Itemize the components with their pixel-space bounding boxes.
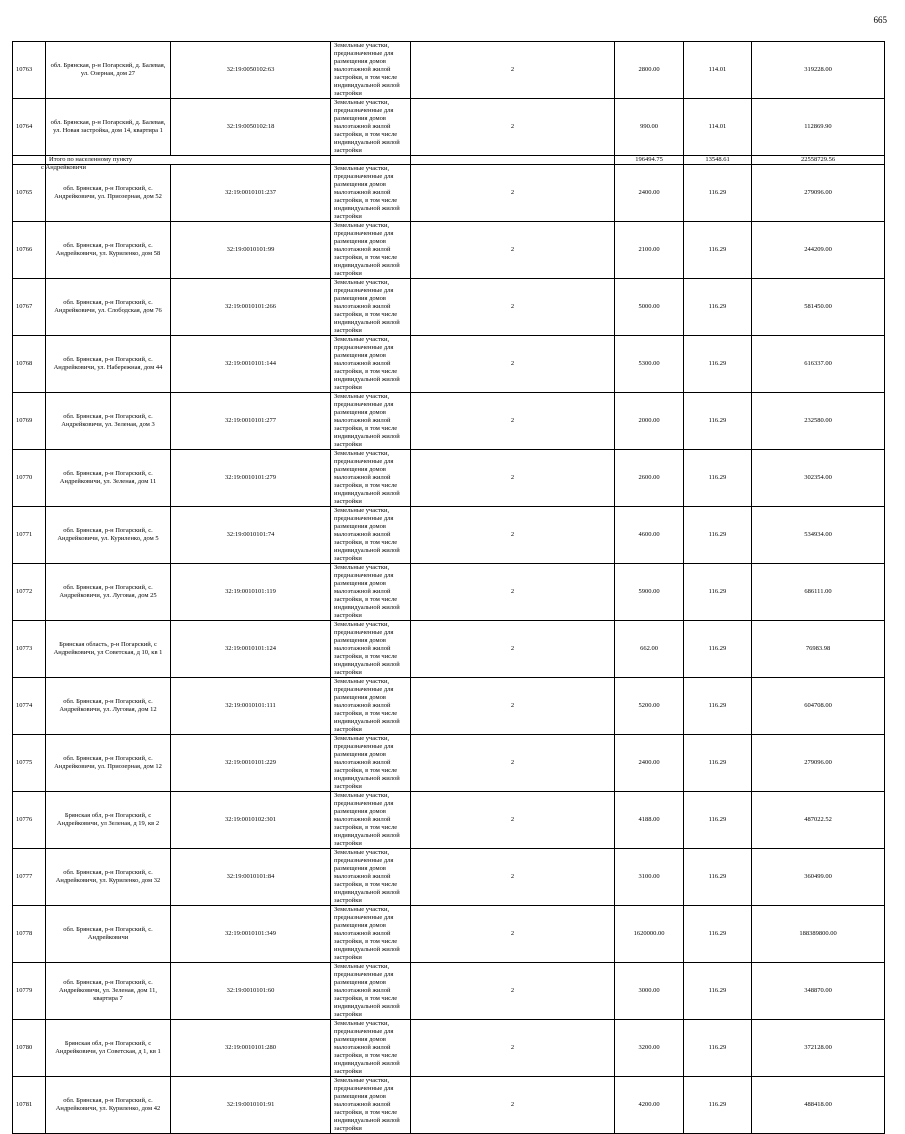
land-use-cell: Земельные участки, предназначенные для размещения домов малоэтажной жилой застройки, в том числе индивидуальной жилой застройки bbox=[331, 1020, 411, 1077]
land-use-cell: Земельные участки, предназначенные для размещения домов малоэтажной жилой застройки, в том числе индивидуальной жилой застройки bbox=[331, 99, 411, 156]
row-number: 10778 bbox=[13, 906, 46, 963]
area-cell: 2800.00 bbox=[615, 42, 684, 99]
cadastral-number-cell: 32:19:0010101:60 bbox=[171, 963, 331, 1020]
group-cell: 2 bbox=[411, 507, 615, 564]
row-number: 10768 bbox=[13, 336, 46, 393]
row-number bbox=[13, 164, 86, 222]
table-row bbox=[13, 507, 885, 564]
cadastral-value-cell: 319228.00 bbox=[752, 42, 885, 99]
cadastral-number-cell: 32:19:0010101:91 bbox=[171, 1077, 331, 1134]
cadastral-value-cell: 488418.00 bbox=[752, 1077, 885, 1134]
address-cell: обл. Брянская, р-н Погарский, с. Андрейковичи, ул. Слободская, дом 76 bbox=[46, 279, 171, 336]
row-number: 10780 bbox=[13, 1020, 46, 1077]
group-cell: 2 bbox=[411, 450, 615, 507]
cadastral-number-cell: 32:19:0010101:74 bbox=[171, 507, 331, 564]
rate-cell: 116.29 bbox=[684, 906, 752, 963]
group-cell: 2 bbox=[411, 336, 615, 393]
group-cell: 2 bbox=[411, 792, 615, 849]
area-cell: 4600.00 bbox=[615, 507, 684, 564]
table-row bbox=[13, 222, 885, 279]
row-number: 10770 bbox=[13, 450, 46, 507]
row-number: 10772 bbox=[13, 564, 46, 621]
cadastral-number-cell: 32:19:0050102:18 bbox=[171, 99, 331, 156]
cadastral-number-cell: 32:19:0010101:124 bbox=[171, 621, 331, 678]
cadastral-number-cell: 32:19:0010101:349 bbox=[171, 906, 331, 963]
cadastral-value-cell: 581450.00 bbox=[752, 279, 885, 336]
address-cell: обл. Брянская, р-н Погарский, с. Андрейковичи, ул. Приозерная, дом 12 bbox=[46, 735, 171, 792]
rate-cell: 116.29 bbox=[684, 792, 752, 849]
area-cell: 2600.00 bbox=[615, 450, 684, 507]
address-cell: обл. Брянская, р-н Погарский, с. Андрейковичи, ул. Куриленко, дом 58 bbox=[46, 222, 171, 279]
area-cell: 5300.00 bbox=[615, 336, 684, 393]
row-number: 10769 bbox=[13, 393, 46, 450]
area-cell: 5200.00 bbox=[615, 678, 684, 735]
row-number: 10767 bbox=[13, 279, 46, 336]
address-cell: обл. Брянская, р-н Погарский, д. Балевая, ул. Новая застройка, дом 14, квартира 1 bbox=[46, 99, 171, 156]
cadastral-value-cell: 372128.00 bbox=[752, 1020, 885, 1077]
land-use-cell: Земельные участки, предназначенные для размещения домов малоэтажной жилой застройки, в том числе индивидуальной жилой застройки bbox=[331, 792, 411, 849]
group-cell: 2 bbox=[411, 849, 615, 906]
land-use-cell: Земельные участки, предназначенные для размещения домов малоэтажной жилой застройки, в том числе индивидуальной жилой застройки bbox=[331, 393, 411, 450]
land-use-cell: Земельные участки, предназначенные для размещения домов малоэтажной жилой застройки, в том числе индивидуальной жилой застройки bbox=[331, 564, 411, 621]
land-use-cell: Земельные участки, предназначенные для размещения домов малоэтажной жилой застройки, в том числе индивидуальной жилой застройки bbox=[331, 735, 411, 792]
address-cell: обл. Брянская, р-н Погарский, с. Андрейковичи, ул. Луговая, дом 12 bbox=[46, 678, 171, 735]
row-number: 10777 bbox=[13, 849, 46, 906]
area-cell: 2400.00 bbox=[615, 165, 684, 222]
cadastral-number-cell: 32:19:0050102:63 bbox=[171, 42, 331, 99]
address-cell: Брянская обл, р-н Погарский, с Андрейковичи, ул Советская, д 1, кв 1 bbox=[46, 1020, 171, 1077]
land-use-cell: Земельные участки, предназначенные для размещения домов малоэтажной жилой застройки, в том числе индивидуальной жилой застройки bbox=[331, 222, 411, 279]
land-use-cell: Земельные участки, предназначенные для размещения домов малоэтажной жилой застройки, в том числе индивидуальной жилой застройки bbox=[331, 849, 411, 906]
table-row bbox=[13, 564, 885, 621]
table-row bbox=[13, 1020, 885, 1077]
rate-cell: 116.29 bbox=[684, 450, 752, 507]
area-cell: 3100.00 bbox=[615, 849, 684, 906]
cadastral-value-cell: 112869.90 bbox=[752, 99, 885, 156]
land-use-cell: Земельные участки, предназначенные для размещения домов малоэтажной жилой застройки, в том числе индивидуальной жилой застройки bbox=[331, 621, 411, 678]
group-cell: 2 bbox=[411, 99, 615, 156]
rate-cell: 116.29 bbox=[684, 564, 752, 621]
cadastral-number-cell: 32:19:0010101:237 bbox=[171, 165, 331, 222]
area-cell: 990.00 bbox=[615, 99, 684, 156]
rate-cell: 116.29 bbox=[684, 1020, 752, 1077]
group-cell: 2 bbox=[411, 564, 615, 621]
rate-cell: 116.29 bbox=[684, 507, 752, 564]
address-cell: обл. Брянская, р-н Погарский, с. Андрейковичи, ул. Куриленко, дом 42 bbox=[46, 1077, 171, 1134]
address-cell: Брянская область, р-н Погарский, с Андрейковичи, ул Советская, д 10, кв 1 bbox=[46, 621, 171, 678]
area-cell: 3000.00 bbox=[615, 963, 684, 1020]
row-number: 10775 bbox=[13, 735, 46, 792]
group-cell: 2 bbox=[411, 165, 615, 222]
cadastral-number-cell: 32:19:0010101:280 bbox=[171, 1020, 331, 1077]
address-cell: Брянская обл, р-н Погарский, с Андрейковичи, ул Зеленая, д 19, кв 2 bbox=[46, 792, 171, 849]
cadastral-value-cell: 616337.00 bbox=[752, 336, 885, 393]
group-cell: 2 bbox=[411, 222, 615, 279]
page-number: 665 bbox=[873, 15, 887, 25]
cadastral-value-cell: 244209.00 bbox=[752, 222, 885, 279]
land-use-cell: Земельные участки, предназначенные для размещения домов малоэтажной жилой застройки, в том числе индивидуальной жилой застройки bbox=[331, 906, 411, 963]
area-cell: 5900.00 bbox=[615, 564, 684, 621]
address-cell: обл. Брянская, р-н Погарский, с. Андрейковичи bbox=[46, 906, 171, 963]
row-number: 10773 bbox=[13, 621, 46, 678]
rate-cell: 114.01 bbox=[684, 99, 752, 156]
row-number: 10764 bbox=[13, 99, 46, 156]
table-row bbox=[13, 963, 885, 1020]
table-body bbox=[13, 42, 885, 1134]
land-use-cell: Земельные участки, предназначенные для размещения домов малоэтажной жилой застройки, в том числе индивидуальной жилой застройки bbox=[331, 165, 411, 222]
area-cell: 2000.00 bbox=[615, 393, 684, 450]
total-label: Итого по населенному пункту bbox=[46, 156, 331, 165]
address-cell: обл. Брянская, р-н Погарский, с. Андрейковичи, ул. Куриленко, дом 32 bbox=[46, 849, 171, 906]
cadastral-number-cell: 32:19:0010101:266 bbox=[171, 279, 331, 336]
table-row bbox=[13, 849, 885, 906]
cadastral-number-cell: 32:19:0010101:84 bbox=[171, 849, 331, 906]
table-row bbox=[13, 336, 885, 393]
group-cell: 2 bbox=[411, 1020, 615, 1077]
rate-cell: 116.29 bbox=[684, 393, 752, 450]
address-cell: обл. Брянская, р-н Погарский, с. Андрейковичи, ул. Куриленко, дом 5 bbox=[46, 507, 171, 564]
table-row bbox=[13, 393, 885, 450]
rate-cell: 116.29 bbox=[684, 165, 752, 222]
table-row bbox=[13, 906, 885, 963]
row-number: 10774 bbox=[13, 678, 46, 735]
table-row bbox=[13, 735, 885, 792]
area-cell: 3200.00 bbox=[615, 1020, 684, 1077]
rate-cell: 116.29 bbox=[684, 735, 752, 792]
land-use-cell: Земельные участки, предназначенные для размещения домов малоэтажной жилой застройки, в том числе индивидуальной жилой застройки bbox=[331, 42, 411, 99]
cadastral-value-cell: 76983.98 bbox=[752, 621, 885, 678]
table-row bbox=[13, 1077, 885, 1134]
rate-cell: 116.29 bbox=[684, 279, 752, 336]
row-number: 10781 bbox=[13, 1077, 46, 1134]
cadastral-number-cell: 32:19:0010101:277 bbox=[171, 393, 331, 450]
table-row bbox=[13, 792, 885, 849]
area-cell: 4188.00 bbox=[615, 792, 684, 849]
cadastral-value-cell: 487022.52 bbox=[752, 792, 885, 849]
row-number: 10779 bbox=[13, 963, 46, 1020]
rate-cell: 116.29 bbox=[684, 678, 752, 735]
group-cell: 2 bbox=[411, 735, 615, 792]
rate-cell: 116.29 bbox=[684, 1077, 752, 1134]
address-cell bbox=[46, 165, 171, 222]
row-number: 10771 bbox=[13, 507, 46, 564]
row-number: 10776 bbox=[13, 792, 46, 849]
address-cell: обл. Брянская, р-н Погарский, с. Андрейковичи, ул. Набережная, дом 44 bbox=[46, 336, 171, 393]
address-cell: обл. Брянская, р-н Погарский, с. Андрейковичи, ул. Зеленая, дом 11 bbox=[46, 450, 171, 507]
area-cell: 662.00 bbox=[615, 621, 684, 678]
group-cell: 2 bbox=[411, 1077, 615, 1134]
table-row bbox=[13, 450, 885, 507]
cadastral-number-cell: 32:19:0010102:301 bbox=[171, 792, 331, 849]
area-cell: 5000.00 bbox=[615, 279, 684, 336]
cadastral-number-cell: 32:19:0010101:229 bbox=[171, 735, 331, 792]
address-cell: обл. Брянская, р-н Погарский, с. Андрейковичи, ул. Зеленая, дом 3 bbox=[46, 393, 171, 450]
area-cell: 2400.00 bbox=[615, 735, 684, 792]
rate-cell: 116.29 bbox=[684, 336, 752, 393]
table-row bbox=[13, 165, 885, 222]
total-row bbox=[13, 156, 885, 165]
cadastral-value-cell: 360499.00 bbox=[752, 849, 885, 906]
land-use-cell: Земельные участки, предназначенные для размещения домов малоэтажной жилой застройки, в том числе индивидуальной жилой застройки bbox=[331, 507, 411, 564]
cadastral-number-cell: 32:19:0010101:119 bbox=[171, 564, 331, 621]
land-use-cell: Земельные участки, предназначенные для размещения домов малоэтажной жилой застройки, в том числе индивидуальной жилой застройки bbox=[331, 336, 411, 393]
table-row bbox=[13, 99, 885, 156]
address-text: обл. Брянская, р-н Погарский, с. Андрейковичи, ул. Приозерная, дом 52 bbox=[54, 185, 162, 200]
total-rate: 13548.61 bbox=[684, 156, 752, 165]
cadastral-number-cell: 32:19:0010101:111 bbox=[171, 678, 331, 735]
cadastral-value-cell: 534934.00 bbox=[752, 507, 885, 564]
area-cell: 1620000.00 bbox=[615, 906, 684, 963]
address-cell: обл. Брянская, р-н Погарский, с. Андрейковичи, ул. Зеленая, дом 11, квартира 7 bbox=[46, 963, 171, 1020]
total-area: 196494.75 bbox=[615, 156, 684, 165]
cadastral-number-cell: 32:19:0010101:99 bbox=[171, 222, 331, 279]
group-cell: 2 bbox=[411, 279, 615, 336]
land-use-cell: Земельные участки, предназначенные для размещения домов малоэтажной жилой застройки, в том числе индивидуальной жилой застройки bbox=[331, 279, 411, 336]
cadastral-value-cell: 348870.00 bbox=[752, 963, 885, 1020]
group-cell: 2 bbox=[411, 963, 615, 1020]
cadastral-value-cell: 686111.00 bbox=[752, 564, 885, 621]
rate-cell: 116.29 bbox=[684, 963, 752, 1020]
cadastral-value-cell: 279096.00 bbox=[752, 165, 885, 222]
area-cell: 4200.00 bbox=[615, 1077, 684, 1134]
row-number: 10766 bbox=[13, 222, 46, 279]
cadastral-value-cell: 188389800.00 bbox=[752, 906, 885, 963]
total-value: 22558729.56 bbox=[752, 156, 885, 165]
group-cell: 2 bbox=[411, 42, 615, 99]
empty-cell bbox=[411, 156, 615, 165]
rate-cell: 116.29 bbox=[684, 849, 752, 906]
address-cell: обл. Брянская, р-н Погарский, д. Балевая, ул. Озерная, дом 27 bbox=[46, 42, 171, 99]
group-cell: 2 bbox=[411, 678, 615, 735]
land-use-cell: Земельные участки, предназначенные для размещения домов малоэтажной жилой застройки, в том числе индивидуальной жилой застройки bbox=[331, 450, 411, 507]
rate-cell: 116.29 bbox=[684, 621, 752, 678]
row-number: 10763 bbox=[13, 42, 46, 99]
cadastral-number-cell: 32:19:0010101:279 bbox=[171, 450, 331, 507]
cadastral-value-cell: 604708.00 bbox=[752, 678, 885, 735]
land-use-cell: Земельные участки, предназначенные для размещения домов малоэтажной жилой застройки, в том числе индивидуальной жилой застройки bbox=[331, 678, 411, 735]
group-cell: 2 bbox=[411, 393, 615, 450]
table-row bbox=[13, 279, 885, 336]
locality-label: с Андрейковичи bbox=[41, 164, 86, 171]
area-cell: 2100.00 bbox=[615, 222, 684, 279]
row-number-text: 10765 bbox=[16, 189, 33, 196]
table-row bbox=[13, 678, 885, 735]
cadastral-value-cell: 232580.00 bbox=[752, 393, 885, 450]
table-row bbox=[13, 621, 885, 678]
land-use-cell: Земельные участки, предназначенные для размещения домов малоэтажной жилой застройки, в том числе индивидуальной жилой застройки bbox=[331, 963, 411, 1020]
rate-cell: 114.01 bbox=[684, 42, 752, 99]
group-cell: 2 bbox=[411, 621, 615, 678]
land-use-cell: Земельные участки, предназначенные для размещения домов малоэтажной жилой застройки, в том числе индивидуальной жилой застройки bbox=[331, 1077, 411, 1134]
empty-cell bbox=[331, 156, 411, 165]
cadastral-number-cell: 32:19:0010101:144 bbox=[171, 336, 331, 393]
address-cell: обл. Брянская, р-н Погарский, с. Андрейковичи, ул. Луговая, дом 25 bbox=[46, 564, 171, 621]
table-row bbox=[13, 42, 885, 99]
cadastral-value-cell: 302354.00 bbox=[752, 450, 885, 507]
cadastral-value-table bbox=[12, 41, 885, 1134]
cadastral-value-cell: 279096.00 bbox=[752, 735, 885, 792]
rate-cell: 116.29 bbox=[684, 222, 752, 279]
group-cell: 2 bbox=[411, 906, 615, 963]
